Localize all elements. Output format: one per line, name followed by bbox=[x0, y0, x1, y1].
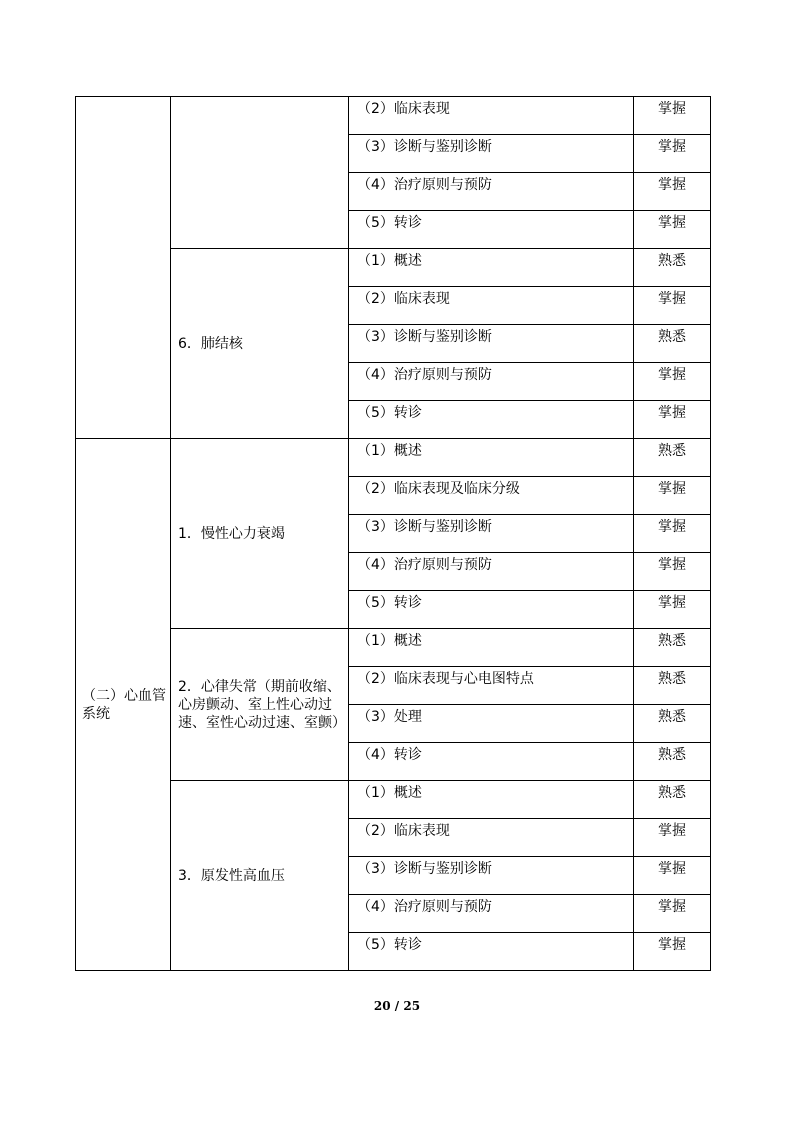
subject-cell: 1．慢性心力衰竭 bbox=[171, 439, 349, 629]
level-cell: 熟悉 bbox=[634, 249, 711, 287]
level-cell: 掌握 bbox=[634, 591, 711, 629]
item-cell: （1）概述 bbox=[349, 439, 634, 477]
item-cell: （5）转诊 bbox=[349, 591, 634, 629]
level-cell: 掌握 bbox=[634, 287, 711, 325]
level-cell: 熟悉 bbox=[634, 439, 711, 477]
level-cell: 掌握 bbox=[634, 477, 711, 515]
subject-cell bbox=[171, 97, 349, 249]
level-cell: 掌握 bbox=[634, 363, 711, 401]
table-row bbox=[76, 781, 711, 819]
item-cell: （3）诊断与鉴别诊断 bbox=[349, 135, 634, 173]
level-cell: 掌握 bbox=[634, 211, 711, 249]
table-row bbox=[76, 439, 711, 477]
item-cell: （3）诊断与鉴别诊断 bbox=[349, 515, 634, 553]
table-row bbox=[76, 629, 711, 667]
item-cell: （2）临床表现及临床分级 bbox=[349, 477, 634, 515]
level-cell: 掌握 bbox=[634, 135, 711, 173]
system-cell bbox=[76, 97, 171, 439]
item-cell: （4）治疗原则与预防 bbox=[349, 895, 634, 933]
subject-cell: 6．肺结核 bbox=[171, 249, 349, 439]
item-cell: （3）处理 bbox=[349, 705, 634, 743]
item-cell: （2）临床表现 bbox=[349, 287, 634, 325]
item-cell: （1）概述 bbox=[349, 781, 634, 819]
subject-cell: 3．原发性高血压 bbox=[171, 781, 349, 971]
level-cell: 掌握 bbox=[634, 97, 711, 135]
page-number: 20 / 25 bbox=[373, 999, 421, 1013]
subject-cell: 2．心律失常（期前收缩、心房颤动、室上性心动过速、室性心动过速、室颤） bbox=[171, 629, 349, 781]
item-cell: （5）转诊 bbox=[349, 211, 634, 249]
item-cell: （5）转诊 bbox=[349, 933, 634, 971]
item-cell: （4）转诊 bbox=[349, 743, 634, 781]
level-cell: 熟悉 bbox=[634, 743, 711, 781]
level-cell: 熟悉 bbox=[634, 705, 711, 743]
table-row bbox=[76, 97, 711, 135]
item-cell: （4）治疗原则与预防 bbox=[349, 173, 634, 211]
item-cell: （3）诊断与鉴别诊断 bbox=[349, 325, 634, 363]
item-cell: （1）概述 bbox=[349, 629, 634, 667]
level-cell: 掌握 bbox=[634, 515, 711, 553]
item-cell: （4）治疗原则与预防 bbox=[349, 363, 634, 401]
item-cell: （5）转诊 bbox=[349, 401, 634, 439]
item-cell: （3）诊断与鉴别诊断 bbox=[349, 857, 634, 895]
level-cell: 掌握 bbox=[634, 819, 711, 857]
item-cell: （2）临床表现与心电图特点 bbox=[349, 667, 634, 705]
level-cell: 熟悉 bbox=[634, 667, 711, 705]
level-cell: 掌握 bbox=[634, 933, 711, 971]
level-cell: 掌握 bbox=[634, 857, 711, 895]
level-cell: 掌握 bbox=[634, 895, 711, 933]
level-cell: 掌握 bbox=[634, 173, 711, 211]
syllabus-table bbox=[75, 96, 711, 971]
item-cell: （1）概述 bbox=[349, 249, 634, 287]
item-cell: （2）临床表现 bbox=[349, 819, 634, 857]
level-cell: 掌握 bbox=[634, 553, 711, 591]
system-cell: （二）心血管系统 bbox=[76, 439, 171, 971]
table-row bbox=[76, 249, 711, 287]
level-cell: 熟悉 bbox=[634, 629, 711, 667]
item-cell: （4）治疗原则与预防 bbox=[349, 553, 634, 591]
level-cell: 掌握 bbox=[634, 401, 711, 439]
level-cell: 熟悉 bbox=[634, 781, 711, 819]
item-cell: （2）临床表现 bbox=[349, 97, 634, 135]
level-cell: 熟悉 bbox=[634, 325, 711, 363]
